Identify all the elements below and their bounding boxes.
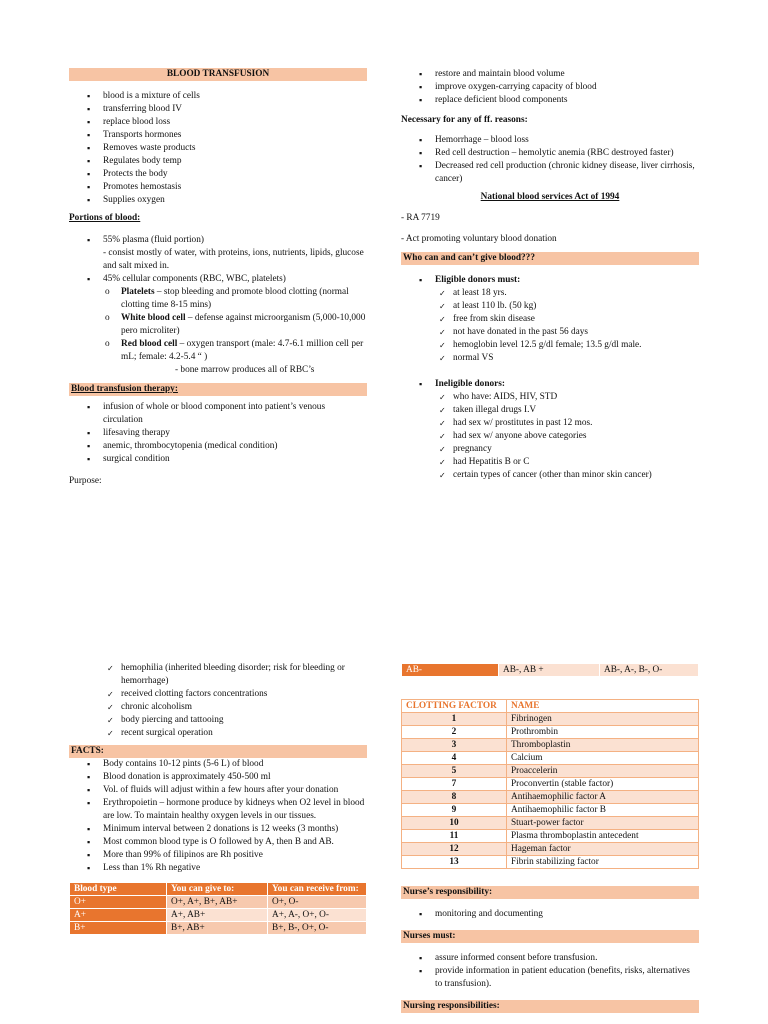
blood-transfusion-title: BLOOD TRANSFUSION bbox=[69, 68, 367, 81]
col-blood-type: Blood type bbox=[70, 883, 167, 896]
table-row bbox=[402, 765, 699, 778]
nurses-must-heading: Nurses must: bbox=[401, 930, 699, 943]
facts-heading: FACTS: bbox=[69, 745, 367, 758]
receive-from-cell: A+, A-, O+, O- bbox=[268, 909, 367, 922]
portions-heading: Portions of blood: bbox=[69, 213, 141, 223]
factor-name-cell: Calcium bbox=[507, 752, 699, 765]
blood-type-cell: AB- bbox=[402, 664, 499, 677]
blood-type-cell: O+ bbox=[70, 896, 167, 909]
table-row bbox=[402, 752, 699, 765]
factor-number-cell: 5 bbox=[402, 765, 507, 778]
eligible-label: ▪ Eligible donors must: bbox=[401, 274, 699, 287]
list-item: ▪ Less than 1% Rh negative bbox=[69, 862, 367, 875]
checklist-item: ✓ hemoglobin level 12.5 g/dl female; 13.5 g/dl male. bbox=[401, 339, 699, 352]
factor-number-cell: 3 bbox=[402, 739, 507, 752]
list-item: ▪ Protects the body bbox=[69, 168, 367, 181]
checklist-item: ✓ had sex w/ prostitutes in past 12 mos. bbox=[401, 417, 699, 430]
clotting-factor-table bbox=[401, 699, 699, 869]
necessary-heading: Necessary for any of ff. reasons: bbox=[401, 115, 528, 125]
table-row bbox=[402, 726, 699, 739]
list-item: ▪ Hemorrhage – blood loss bbox=[401, 134, 699, 147]
table-row bbox=[70, 896, 367, 909]
checklist-item: ✓ normal VS bbox=[401, 352, 699, 365]
list-item: ▪ replace deficient blood components bbox=[401, 94, 699, 107]
facts-list bbox=[69, 758, 367, 875]
table-row bbox=[402, 791, 699, 804]
table-row bbox=[402, 739, 699, 752]
who-heading: Who can and can’t give blood??? bbox=[401, 252, 699, 265]
col-receive-from: You can receive from: bbox=[268, 883, 367, 896]
factor-name-cell: Prothrombin bbox=[507, 726, 699, 739]
table-row bbox=[70, 909, 367, 922]
list-item: ▪ surgical condition bbox=[69, 453, 367, 466]
therapy-heading: Blood transfusion therapy: bbox=[69, 383, 367, 396]
factor-name-cell: Fibrin stabilizing factor bbox=[507, 856, 699, 869]
factor-number-cell: 10 bbox=[402, 817, 507, 830]
platelets-item: o Platelets – stop bleeding and promote blood clotting (normal clotting time 8-15 mins) bbox=[69, 286, 367, 312]
factor-number-cell: 7 bbox=[402, 778, 507, 791]
factor-number-cell: 12 bbox=[402, 843, 507, 856]
blood-type-table bbox=[69, 882, 367, 935]
list-item: ▪ Red cell destruction – hemolytic anemia (RBC destroyed faster) bbox=[401, 147, 699, 160]
list-item: ▪ infusion of whole or blood component into patient’s venous circulation bbox=[69, 401, 367, 427]
purpose-label: Purpose: bbox=[69, 476, 102, 486]
ra-number: - RA 7719 bbox=[401, 213, 440, 223]
factor-name-cell: Antihaemophilic factor A bbox=[507, 791, 699, 804]
rbc-item: o Red blood cell – oxygen transport (male: 4.7-6.1 million cell per mL; female: 4.2-5.4 “ ) bbox=[69, 338, 367, 364]
blood-table-header bbox=[70, 883, 367, 896]
checklist-item: ✓ had Hepatitis B or C bbox=[401, 456, 699, 469]
checklist-item: ✓ chronic alcoholism bbox=[69, 701, 367, 714]
list-item: ▪ blood is a mixture of cells bbox=[69, 90, 367, 103]
checklist-item: ✓ had sex w/ anyone above categories bbox=[401, 430, 699, 443]
give-to-cell: A+, AB+ bbox=[167, 909, 268, 922]
list-item: ▪ Promotes hemostasis bbox=[69, 181, 367, 194]
factor-name-cell: Thromboplastin bbox=[507, 739, 699, 752]
list-item: ▪ monitoring and documenting bbox=[401, 908, 699, 921]
act-title: National blood services Act of 1994 bbox=[480, 192, 620, 202]
list-item: ▪ transferring blood IV bbox=[69, 103, 367, 116]
list-item: ▪ improve oxygen-carrying capacity of blood bbox=[401, 81, 699, 94]
checklist-item: ✓ at least 110 lb. (50 kg) bbox=[401, 300, 699, 313]
factor-name-cell: Proaccelerin bbox=[507, 765, 699, 778]
checklist-item: ✓ who have: AIDS, HIV, STD bbox=[401, 391, 699, 404]
list-item: ▪ Body contains 10-12 pints (5-6 L) of blood bbox=[69, 758, 367, 771]
table-row bbox=[402, 778, 699, 791]
eligible-block bbox=[401, 274, 699, 287]
give-to-cell: O+, A+, B+, AB+ bbox=[167, 896, 268, 909]
table-row bbox=[402, 843, 699, 856]
checklist-item: ✓ hemophilia (inherited bleeding disorder; risk for bleeding or hemorrhage) bbox=[69, 662, 367, 688]
blood-type-cell: B+ bbox=[70, 922, 167, 935]
list-item: ▪ Supplies oxygen bbox=[69, 194, 367, 207]
blood-type-cell: A+ bbox=[70, 909, 167, 922]
col-give-to: You can give to: bbox=[167, 883, 268, 896]
reasons-list bbox=[401, 134, 699, 186]
plasma-item: ▪ 55% plasma (fluid portion) - consist mostly of water, with proteins, ions, nutrients, lipids, glucose and salt mixed in. bbox=[69, 234, 367, 273]
plasma-note: - consist mostly of water, with proteins, ions, nutrients, lipids, glucose and salt mixed in. bbox=[103, 248, 364, 271]
checklist-item: ✓ body piercing and tattooing bbox=[69, 714, 367, 727]
nurse-responsibility-list bbox=[401, 908, 699, 921]
factor-name-cell: Hageman factor bbox=[507, 843, 699, 856]
list-item: ▪ provide information in patient education (benefits, risks, alternatives to transfusion). bbox=[401, 965, 699, 991]
list-item: ▪ replace blood loss bbox=[69, 116, 367, 129]
checklist-item: ✓ free from skin disease bbox=[401, 313, 699, 326]
list-item: ▪ assure informed consent before transfusion. bbox=[401, 952, 699, 965]
factor-number-cell: 11 bbox=[402, 830, 507, 843]
table-row bbox=[402, 856, 699, 869]
cell-types-list bbox=[69, 286, 367, 364]
list-item: ▪ Vol. of fluids will adjust within a few hours after your donation bbox=[69, 784, 367, 797]
blood-type-table-continued bbox=[401, 663, 699, 677]
list-item: ▪ Decreased red cell production (chronic kidney disease, liver cirrhosis, cancer) bbox=[401, 160, 699, 186]
factor-number-cell: 2 bbox=[402, 726, 507, 739]
ineligible-label: ▪ Ineligible donors: bbox=[401, 378, 699, 391]
list-item: ▪ Transports hormones bbox=[69, 129, 367, 142]
checklist-item: ✓ recent surgical operation bbox=[69, 727, 367, 740]
checklist-item: ✓ at least 18 yrs. bbox=[401, 287, 699, 300]
list-item: ▪ anemic, thrombocytopenia (medical condition) bbox=[69, 440, 367, 453]
factor-number-cell: 8 bbox=[402, 791, 507, 804]
give-to-cell: B+, AB+ bbox=[167, 922, 268, 935]
list-item: ▪ Blood donation is approximately 450-500 ml bbox=[69, 771, 367, 784]
list-item: ▪ Most common blood type is O followed by A, then B and AB. bbox=[69, 836, 367, 849]
checklist-item: ✓ certain types of cancer (other than minor skin cancer) bbox=[401, 469, 699, 482]
table-row bbox=[402, 664, 699, 677]
col-name: NAME bbox=[507, 700, 699, 713]
checklist-item: ✓ not have donated in the past 56 days bbox=[401, 326, 699, 339]
factor-name-cell: Fibrinogen bbox=[507, 713, 699, 726]
nurses-must-list bbox=[401, 952, 699, 991]
table-row bbox=[402, 830, 699, 843]
list-item: ▪ Regulates body temp bbox=[69, 155, 367, 168]
table-row bbox=[402, 713, 699, 726]
more-ineligible-list bbox=[69, 662, 367, 740]
list-item: ▪ restore and maintain blood volume bbox=[401, 68, 699, 81]
receive-from-cell: O+, O- bbox=[268, 896, 367, 909]
checklist-item: ✓ received clotting factors concentrations bbox=[69, 688, 367, 701]
receive-from-cell: B+, B-, O+, O- bbox=[268, 922, 367, 935]
nursing-responsibilities-heading: Nursing responsibilities: bbox=[401, 1000, 699, 1013]
nurse-responsibility-heading: Nurse’s responsibility: bbox=[401, 886, 699, 899]
factor-number-cell: 9 bbox=[402, 804, 507, 817]
receive-from-cell: AB-, A-, B-, O- bbox=[600, 664, 699, 677]
factor-number-cell: 13 bbox=[402, 856, 507, 869]
list-item: ▪ Minimum interval between 2 donations is 12 weeks (3 months) bbox=[69, 823, 367, 836]
list-item: ▪ Removes waste products bbox=[69, 142, 367, 155]
rbc-note: - bone marrow produces all of RBC’s bbox=[175, 365, 315, 375]
ineligible-block bbox=[401, 378, 699, 391]
checklist-item: ✓ pregnancy bbox=[401, 443, 699, 456]
ineligible-list bbox=[401, 391, 699, 482]
portions-list bbox=[69, 234, 367, 286]
cellular-item: ▪ 45% cellular components (RBC, WBC, platelets) bbox=[69, 273, 367, 286]
factor-name-cell: Plasma thromboplastin antecedent bbox=[507, 830, 699, 843]
list-item: ▪ Erythropoietin – hormone produce by kidneys when O2 level in blood are low. To maintain healthy oxygen levels in our tissues. bbox=[69, 797, 367, 823]
eligible-list bbox=[401, 287, 699, 365]
give-to-cell: AB-, AB + bbox=[499, 664, 600, 677]
col-clotting-factor: CLOTTING FACTOR bbox=[402, 700, 507, 713]
clotting-table-header bbox=[402, 700, 699, 713]
factor-number-cell: 4 bbox=[402, 752, 507, 765]
wbc-item: o White blood cell – defense against microorganism (5,000-10,000 pero microliter) bbox=[69, 312, 367, 338]
act-description: - Act promoting voluntary blood donation bbox=[401, 234, 557, 244]
factor-name-cell: Proconvertin (stable factor) bbox=[507, 778, 699, 791]
checklist-item: ✓ taken illegal drugs I.V bbox=[401, 404, 699, 417]
table-row bbox=[402, 817, 699, 830]
factor-name-cell: Stuart-power factor bbox=[507, 817, 699, 830]
table-row bbox=[402, 804, 699, 817]
therapy-list bbox=[69, 401, 367, 466]
list-item: ▪ lifesaving therapy bbox=[69, 427, 367, 440]
factor-number-cell: 1 bbox=[402, 713, 507, 726]
list-item: ▪ More than 99% of filipinos are Rh positive bbox=[69, 849, 367, 862]
table-row bbox=[70, 922, 367, 935]
purpose-list bbox=[401, 68, 699, 107]
intro-bullet-list bbox=[69, 90, 367, 207]
factor-name-cell: Antihaemophilic factor B bbox=[507, 804, 699, 817]
